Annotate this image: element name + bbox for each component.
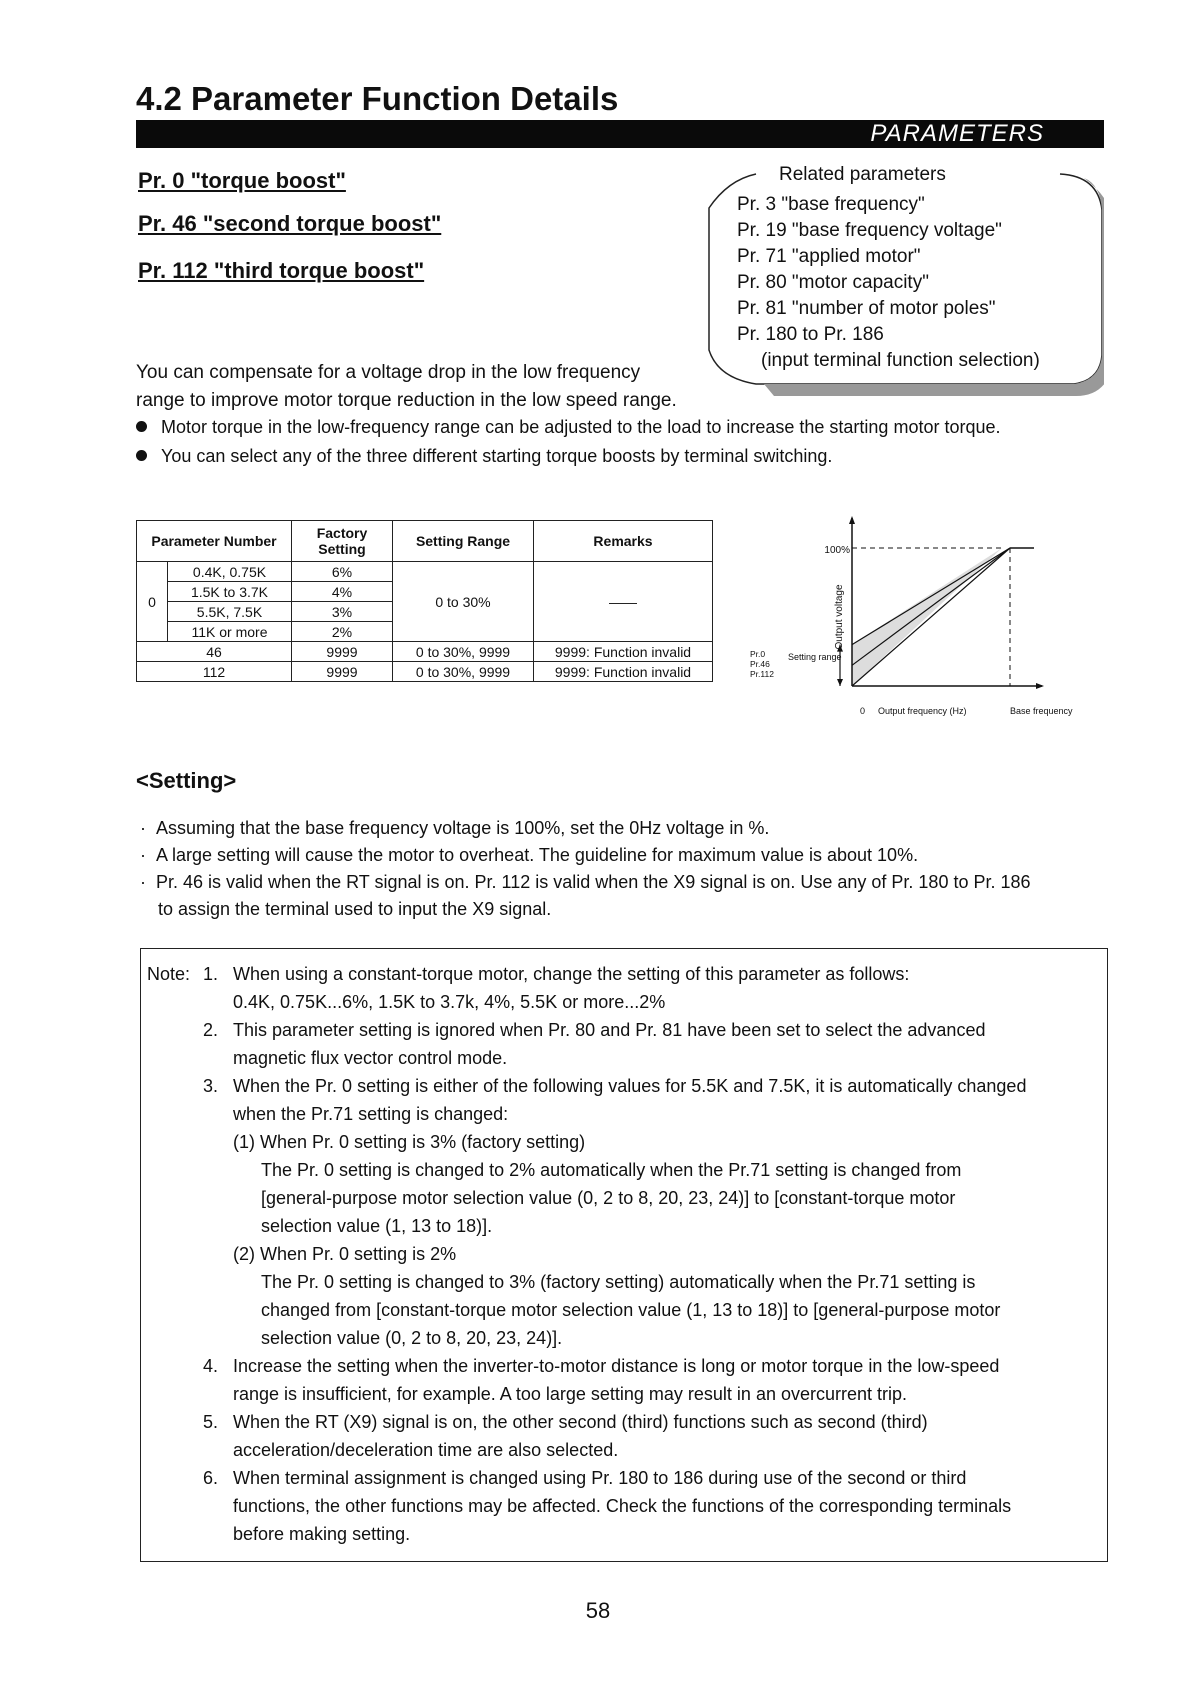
- note-text: acceleration/deceleration time are also selected.: [233, 1440, 619, 1460]
- setting-range-label: Setting range: [788, 652, 842, 662]
- capacity-cell: 1.5K to 3.7K: [168, 582, 292, 602]
- note-text: When using a constant-torque motor, change the setting of this parameter as follows:: [233, 964, 910, 984]
- note-text: functions, the other functions may be affected. Check the functions of the corresponding terminals: [233, 1496, 1012, 1516]
- bullet-mark: ·: [140, 845, 156, 865]
- related-item: Pr. 71 "applied motor": [737, 246, 921, 267]
- related-item: Pr. 180 to Pr. 186: [737, 324, 884, 345]
- related-header: Related parameters: [775, 164, 950, 186]
- note-text: changed from [constant-torque motor selection value (1, 13 to 18)] to [general-purpose motor: [261, 1300, 1001, 1320]
- setting-bullet-continuation: to assign the terminal used to input the X9 signal.: [158, 899, 552, 919]
- pr0-number: 0: [137, 562, 168, 642]
- x-origin-label: 0: [860, 706, 866, 716]
- setting-label: Pr.46: [750, 659, 770, 669]
- setting-bullet: [140, 842, 918, 868]
- header-remarks: Remarks: [534, 521, 713, 562]
- series-line: [852, 548, 1010, 686]
- note-number: 5.: [203, 1412, 219, 1432]
- note-text: selection value (0, 2 to 8, 20, 23, 24)].: [261, 1328, 563, 1348]
- setting-bullet: [140, 815, 769, 841]
- series-line: [852, 548, 1010, 645]
- note-subitem: (1) When Pr. 0 setting is 3% (factory setting): [233, 1132, 586, 1152]
- header-setting-range: Setting Range: [393, 521, 534, 562]
- boost-region: [852, 548, 1002, 686]
- note-text: When terminal assignment is changed using Pr. 180 to 186 during use of the second or third: [233, 1468, 967, 1488]
- note-box: [140, 948, 1108, 1562]
- remarks-cell: 9999: Function invalid: [534, 642, 713, 662]
- section-banner: [136, 120, 1104, 148]
- pr0-remarks: ——: [534, 562, 713, 642]
- related-item: Pr. 80 "motor capacity": [737, 272, 929, 293]
- y-top-label: 100%: [824, 545, 850, 556]
- bullet-dot-icon: [136, 450, 147, 461]
- note-number: 6.: [203, 1468, 219, 1488]
- related-item: Pr. 3 "base frequency": [737, 194, 925, 215]
- y-axis-label: Output voltage: [834, 584, 845, 650]
- table-header-row: [137, 521, 713, 562]
- related-list: [737, 192, 1040, 374]
- note-text: When the Pr. 0 setting is either of the following values for 5.5K and 7.5K, it is automatically changed: [233, 1076, 1027, 1096]
- setting-bullet-text: Assuming that the base frequency voltage is 100%, set the 0Hz voltage in %.: [156, 818, 770, 838]
- x-axis-label: Output frequency (Hz): [878, 706, 967, 716]
- factory-cell: 9999: [292, 642, 393, 662]
- number-cell: 46: [137, 642, 292, 662]
- bullet-mark: ·: [140, 872, 156, 892]
- note-text: [general-purpose motor selection value (0, 2 to 8, 20, 23, 24)] to [constant-torque motor: [261, 1188, 956, 1208]
- x-axis-arrow-icon: [1036, 683, 1044, 689]
- note-text: When the RT (X9) signal is on, the other second (third) functions such as second (third): [233, 1412, 928, 1432]
- factory-cell: 4%: [292, 582, 393, 602]
- capacity-cell: 0.4K, 0.75K: [168, 562, 292, 582]
- page-title: 4.2 Parameter Function Details: [136, 80, 619, 117]
- setting-label: Pr.112: [750, 669, 774, 679]
- setting-heading: <Setting>: [136, 768, 237, 793]
- range-cell: 0 to 30%, 9999: [393, 662, 534, 682]
- factory-cell: 3%: [292, 602, 393, 622]
- capacity-cell: 5.5K, 7.5K: [168, 602, 292, 622]
- note-text: The Pr. 0 setting is changed to 2% automatically when the Pr.71 setting is changed from: [261, 1160, 962, 1180]
- note-number: 3.: [203, 1076, 219, 1096]
- note-text: Increase the setting when the inverter-to-motor distance is long or motor torque in the low-speed: [233, 1356, 1000, 1376]
- setting-bullet-text: A large setting will cause the motor to overheat. The guideline for maximum value is about 10%.: [156, 845, 919, 865]
- pr0-range: 0 to 30%: [393, 562, 534, 642]
- number-cell: 112: [137, 662, 292, 682]
- intro-bullet: [136, 443, 832, 469]
- intro-bullet-text: Motor torque in the low-frequency range can be adjusted to the load to increase the starting motor torque.: [161, 417, 1001, 437]
- note-text: when the Pr.71 setting is changed:: [233, 1104, 509, 1124]
- note-text: selection value (1, 13 to 18)].: [261, 1216, 493, 1236]
- series-line: [852, 548, 1010, 665]
- note-text: magnetic flux vector control mode.: [233, 1048, 508, 1068]
- note-text: before making setting.: [233, 1524, 411, 1544]
- related-item: Pr. 81 "number of motor poles": [737, 298, 996, 319]
- intro-line-2: range to improve motor torque reduction in the low speed range.: [136, 390, 677, 411]
- note-number: 2.: [203, 1020, 219, 1040]
- param-title-pr112: Pr. 112 "third torque boost": [138, 258, 425, 283]
- setting-range-arrow-down-icon: [837, 679, 843, 686]
- related-item: (input terminal function selection): [761, 350, 1040, 371]
- setting-bullet: [140, 869, 1031, 895]
- note-text: This parameter setting is ignored when Pr. 80 and Pr. 81 have been set to select the advanced: [233, 1020, 986, 1040]
- remarks-cell: 9999: Function invalid: [534, 662, 713, 682]
- table-row: [137, 662, 713, 682]
- table-row: [137, 642, 713, 662]
- torque-boost-chart: [706, 508, 1106, 720]
- note-label: Note:: [147, 964, 191, 984]
- intro-bullet: [136, 414, 1001, 440]
- factory-cell: 9999: [292, 662, 393, 682]
- y-axis-arrow-icon: [849, 516, 855, 524]
- setting-label: Pr.0: [750, 649, 766, 659]
- param-title-pr0: Pr. 0 "torque boost": [138, 168, 346, 193]
- intro-line-1: You can compensate for a voltage drop in the low frequency: [136, 362, 641, 383]
- parameter-table: [136, 520, 713, 682]
- note-subitem: (2) When Pr. 0 setting is 2%: [233, 1244, 457, 1264]
- intro-bullet-text: You can select any of the three different starting torque boosts by terminal switching.: [161, 446, 833, 466]
- banner-label: PARAMETERS: [870, 120, 1044, 147]
- note-text: 0.4K, 0.75K...6%, 1.5K to 3.7k, 4%, 5.5K or more...2%: [233, 992, 666, 1012]
- header-parameter-number: Parameter Number: [137, 521, 292, 562]
- bullet-dot-icon: [136, 421, 147, 432]
- note-text: The Pr. 0 setting is changed to 3% (factory setting) automatically when the Pr.71 setting is: [261, 1272, 976, 1292]
- note-number: 4.: [203, 1356, 219, 1376]
- capacity-cell: 11K or more: [168, 622, 292, 642]
- table-row: [137, 562, 713, 582]
- header-factory-setting: Factory Setting: [292, 521, 393, 562]
- note-number: 1.: [203, 964, 219, 984]
- bullet-mark: ·: [140, 818, 156, 838]
- range-cell: 0 to 30%, 9999: [393, 642, 534, 662]
- factory-cell: 2%: [292, 622, 393, 642]
- x-end-label: Base frequency: [1010, 706, 1073, 716]
- setting-bullet-text: Pr. 46 is valid when the RT signal is on. Pr. 112 is valid when the X9 signal is on. Use any of Pr. 180 to Pr. 186: [156, 872, 1031, 892]
- note-text: range is insufficient, for example. A too large setting may result in an overcurrent trip.: [233, 1384, 908, 1404]
- param-title-pr46: Pr. 46 "second torque boost": [138, 211, 442, 236]
- related-item: Pr. 19 "base frequency voltage": [737, 220, 1002, 241]
- related-parameters-box: [704, 164, 1104, 396]
- factory-cell: 6%: [292, 562, 393, 582]
- page-number: 58: [585, 1598, 611, 1623]
